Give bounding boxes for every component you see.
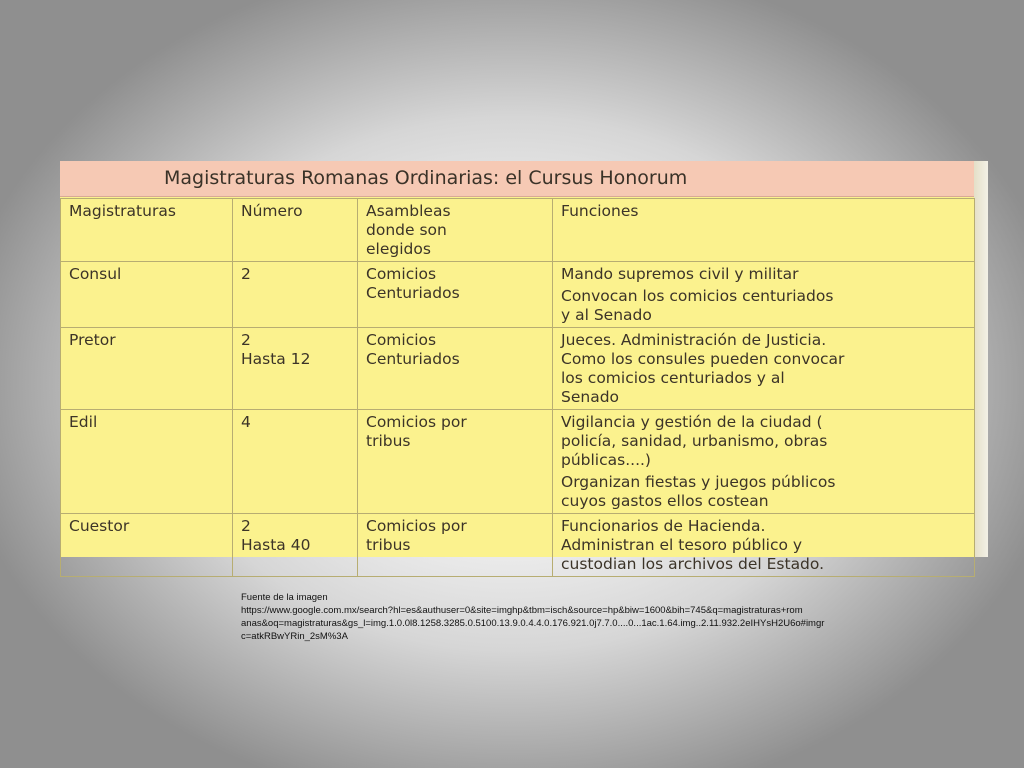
- cell-numero: 2 Hasta 12: [233, 328, 358, 410]
- cell-funciones: Mando supremos civil y militar Convocan los comicios centuriados y al Senado: [553, 262, 975, 328]
- cell-funciones: Funcionarios de Hacienda. Administran el tesoro público y custodian los archivos del Estado.: [553, 514, 975, 577]
- source-label: Fuente de la imagen: [241, 592, 328, 603]
- image-source-caption: [241, 591, 881, 643]
- cell-asambleas: Comicios por tribus: [358, 410, 553, 514]
- cell-numero: 2 Hasta 40: [233, 514, 358, 577]
- cell-funciones: Jueces. Administración de Justicia. Como los consules pueden convocar los comicios centuriados y al Senado: [553, 328, 975, 410]
- cell-magistratura: Consul: [61, 262, 233, 328]
- source-url-line: anas&oq=magistraturas&gs_l=img.1.0.0l8.1258.3285.0.5100.13.9.0.4.4.0.176.921.0j7.7.0....0...1ac.1.64.img..2.11.932.2eIHYsH2U6o#imgr: [241, 618, 825, 629]
- table-row-cuestor: [61, 514, 975, 577]
- table-row-pretor: [61, 328, 975, 410]
- cell-magistratura: Cuestor: [61, 514, 233, 577]
- cell-magistratura: Edil: [61, 410, 233, 514]
- source-url-line: c=atkRBwYRin_2sM%3A: [241, 631, 348, 642]
- table-title: Magistraturas Romanas Ordinarias: el Cursus Honorum: [60, 161, 974, 197]
- table-row-consul: [61, 262, 975, 328]
- header-asambleas: Asambleas donde son elegidos: [358, 199, 553, 262]
- cell-numero: 2: [233, 262, 358, 328]
- cell-asambleas: Comicios Centuriados: [358, 328, 553, 410]
- cursus-honorum-table-image: [60, 161, 988, 573]
- cell-numero: 4: [233, 410, 358, 514]
- cell-asambleas: Comicios por tribus: [358, 514, 553, 577]
- magistraturas-table: [60, 198, 975, 577]
- header-magistraturas: Magistraturas: [61, 199, 233, 262]
- header-numero: Número: [233, 199, 358, 262]
- cell-asambleas: Comicios Centuriados: [358, 262, 553, 328]
- cell-funciones: Vigilancia y gestión de la ciudad ( policía, sanidad, urbanismo, obras públicas....) Organizan fiestas y juegos públicos cuyos gastos ellos costean: [553, 410, 975, 514]
- header-row: [61, 199, 975, 262]
- source-url-line: https://www.google.com.mx/search?hl=es&authuser=0&site=imghp&tbm=isch&source=hp&biw=1600&bih=745&q=magistraturas+rom: [241, 605, 803, 616]
- header-funciones: Funciones: [553, 199, 975, 262]
- image-edge-strip: [974, 161, 988, 557]
- table-row-edil: [61, 410, 975, 514]
- cell-magistratura: Pretor: [61, 328, 233, 410]
